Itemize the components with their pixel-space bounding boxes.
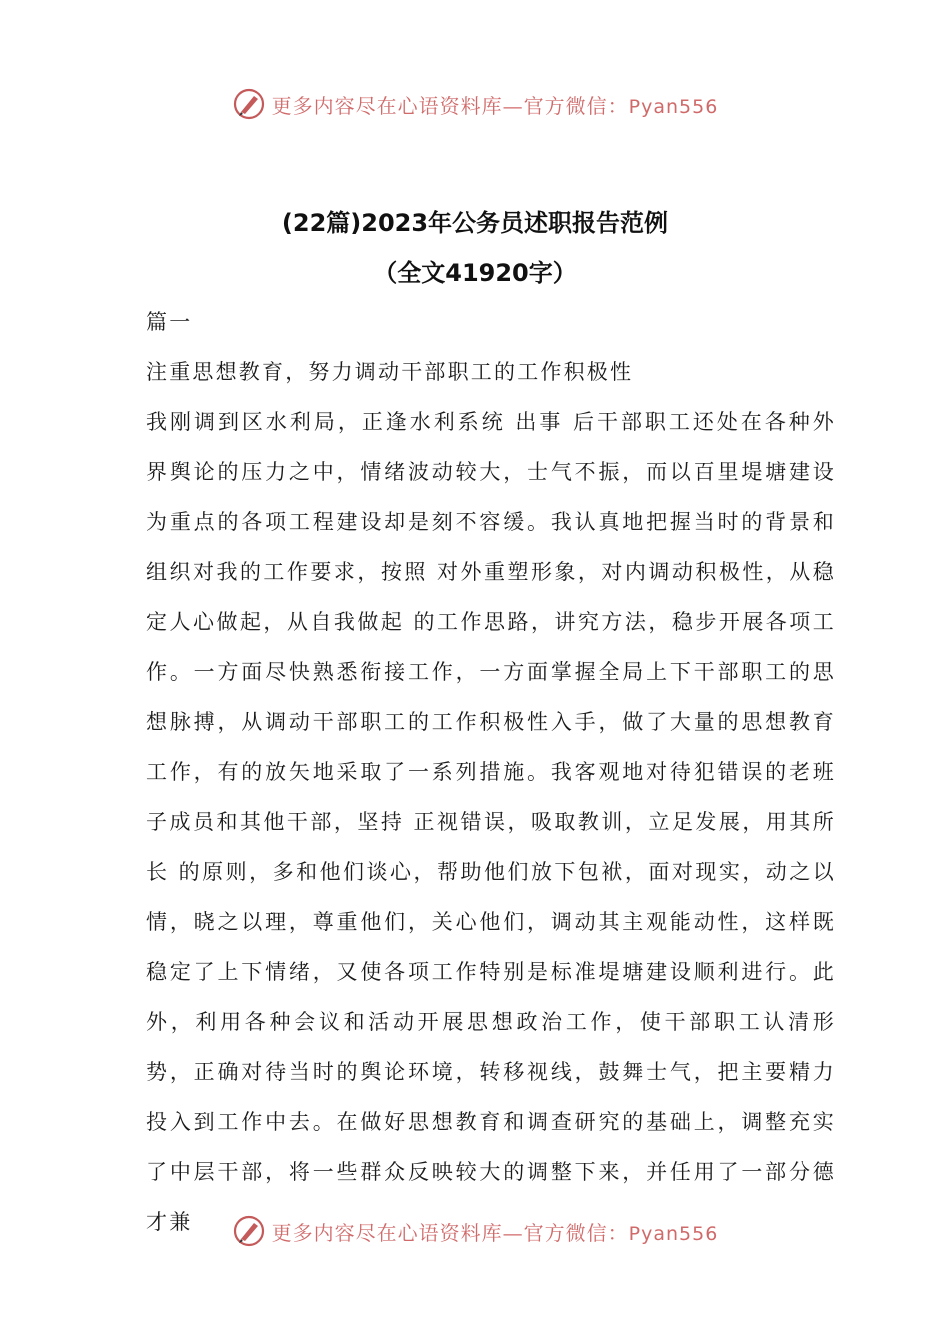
pen-logo-icon (232, 87, 266, 121)
watermark-header (0, 84, 950, 124)
pen-logo-icon (232, 1214, 266, 1248)
document-subtitle: （全文41920字） (373, 259, 577, 287)
document-title: (22篇)2023年公务员述职报告范例 (281, 209, 669, 237)
watermark-footer (0, 1211, 950, 1251)
body-paragraph: 我刚调到区水利局，正逢水利系统 出事 后干部职工还处在各种外界舆论的压力之中，情绪波动较大，士气不振，而以百里堤塘建设为重点的各项工程建设却是刻不容缓。我认真地把握当时的背景和组织对我的工作要求，按照 对外重塑形象，对内调动积极性，从稳定人心做起，从自我做起 的工作思路，讲究方法，稳步开展各项工作。一方面尽快熟悉衔接工作，一方面掌握全局上下干部职工的思想脉搏，从调动干部职工的工作积极性入手，做了大量的思想教育工作，有的放矢地采取了一系列措施。我客观地对待犯错误的老班子成员和其他干部，坚持 正视错误，吸取教训，立足发展，用其所长 的原则，多和他们谈心，帮助他们放下包袱，面对现实，动之以情，晓之以理，尊重他们，关心他们，调动其主观能动性，这样既稳定了上下情绪，又使各项工作特别是标准堤塘建设顺利进行。此外，利用各种会议和活动开展思想政治工作，使干部职工认清形势，正确对待当时的舆论环境，转移视线，鼓舞士气，把主要精力投入到工作中去。在做好思想教育和调查研究的基础上，调整充实了中层干部，将一些群众反映较大的调整下来，并任用了一部分德才兼 (146, 410, 836, 1234)
section-heading: 注重思想教育，努力调动干部职工的工作积极性 (146, 360, 634, 384)
watermark-text: 更多内容尽在心语资料库—官方微信：Pyan556 (271, 93, 719, 118)
section-label: 篇一 (146, 310, 193, 334)
watermark-text: 更多内容尽在心语资料库—官方微信：Pyan556 (271, 1220, 719, 1245)
